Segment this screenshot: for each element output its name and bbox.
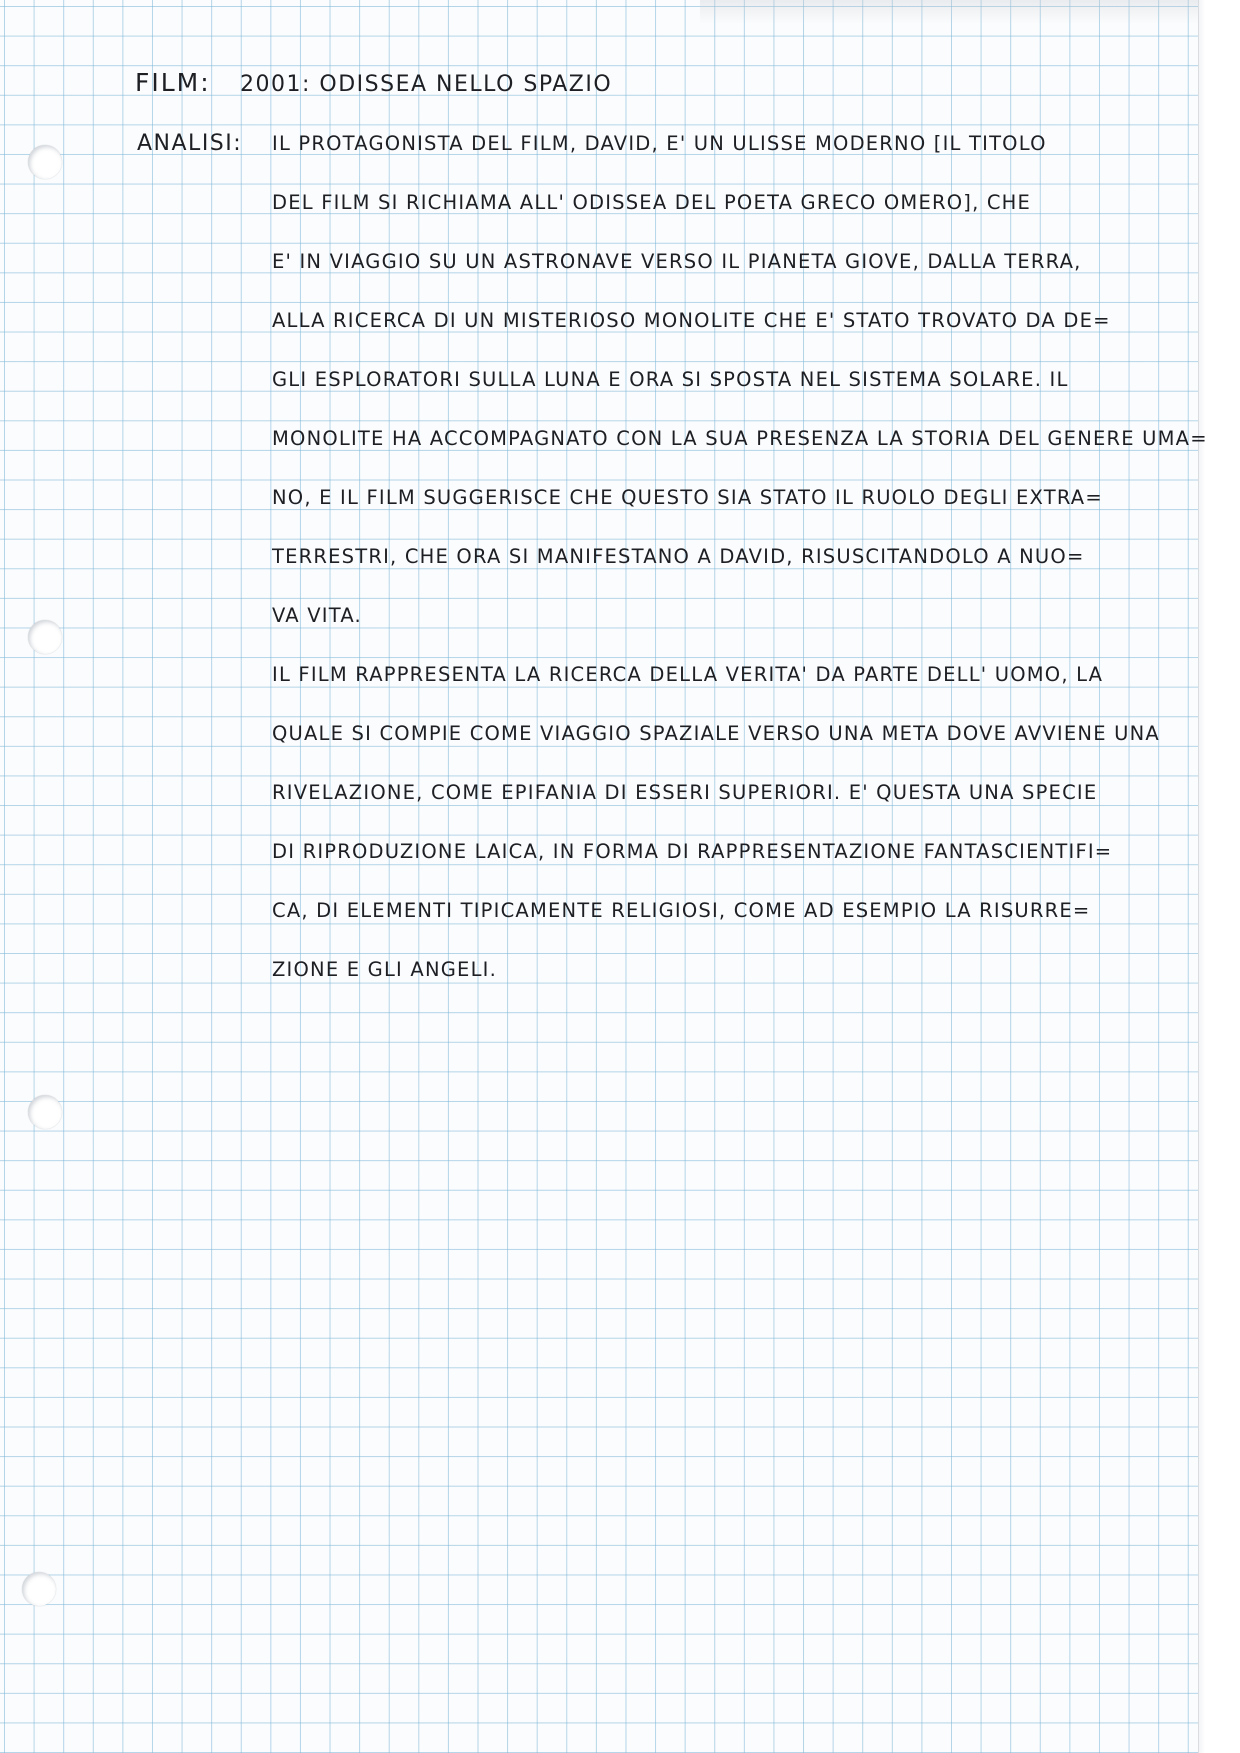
analysis-line: VA VITA. [272,604,362,627]
film-label: FILM: [135,68,211,97]
analysis-line: QUALE SI COMPIE COME VIAGGIO SPAZIALE VERSO UNA META DOVE AVVIENE UNA [272,722,1160,745]
analysis-line: GLI ESPLORATORI SULLA LUNA E ORA SI SPOSTA NEL SISTEMA SOLARE. IL [272,368,1069,391]
punch-hole [28,620,62,654]
analysis-line: ALLA RICERCA DI UN MISTERIOSO MONOLITE CHE E' STATO TROVATO DA DE= [272,309,1111,332]
analysis-line: IL PROTAGONISTA DEL FILM, DAVID, E' UN ULISSE MODERNO [IL TITOLO [272,132,1047,155]
analysis-line: ZIONE E GLI ANGELI. [272,958,497,981]
paper-edge [1198,0,1240,1753]
analysis-line: IL FILM RAPPRESENTA LA RICERCA DELLA VERITA' DA PARTE DELL' UOMO, LA [272,663,1104,686]
punch-hole [28,145,62,179]
analysis-line: CA, DI ELEMENTI TIPICAMENTE RELIGIOSI, COME AD ESEMPIO LA RISURRE= [272,899,1091,922]
analysis-line: DEL FILM SI RICHIAMA ALL' ODISSEA DEL POETA GRECO OMERO], CHE [272,191,1032,214]
analysis-line: E' IN VIAGGIO SU UN ASTRONAVE VERSO IL PIANETA GIOVE, DALLA TERRA, [272,250,1082,273]
analysis-line: RIVELAZIONE, COME EPIFANIA DI ESSERI SUPERIORI. E' QUESTA UNA SPECIE [272,781,1098,804]
analysis-line: TERRESTRI, CHE ORA SI MANIFESTANO A DAVID, RISUSCITANDOLO A NUO= [272,545,1085,568]
analysis-line: DI RIPRODUZIONE LAICA, IN FORMA DI RAPPRESENTAZIONE FANTASCIENTIFI= [272,840,1113,863]
punch-hole [22,1572,56,1606]
analysis-line: NO, E IL FILM SUGGERISCE CHE QUESTO SIA STATO IL RUOLO DEGLI EXTRA= [272,486,1103,509]
scan-shadow [700,0,1200,24]
film-title: 2001: ODISSEA NELLO SPAZIO [240,72,613,97]
analysis-line: MONOLITE HA ACCOMPAGNATO CON LA SUA PRESENZA LA STORIA DEL GENERE UMA= [272,427,1208,450]
punch-hole [28,1095,62,1129]
analysis-label: ANALISI: [137,131,243,156]
